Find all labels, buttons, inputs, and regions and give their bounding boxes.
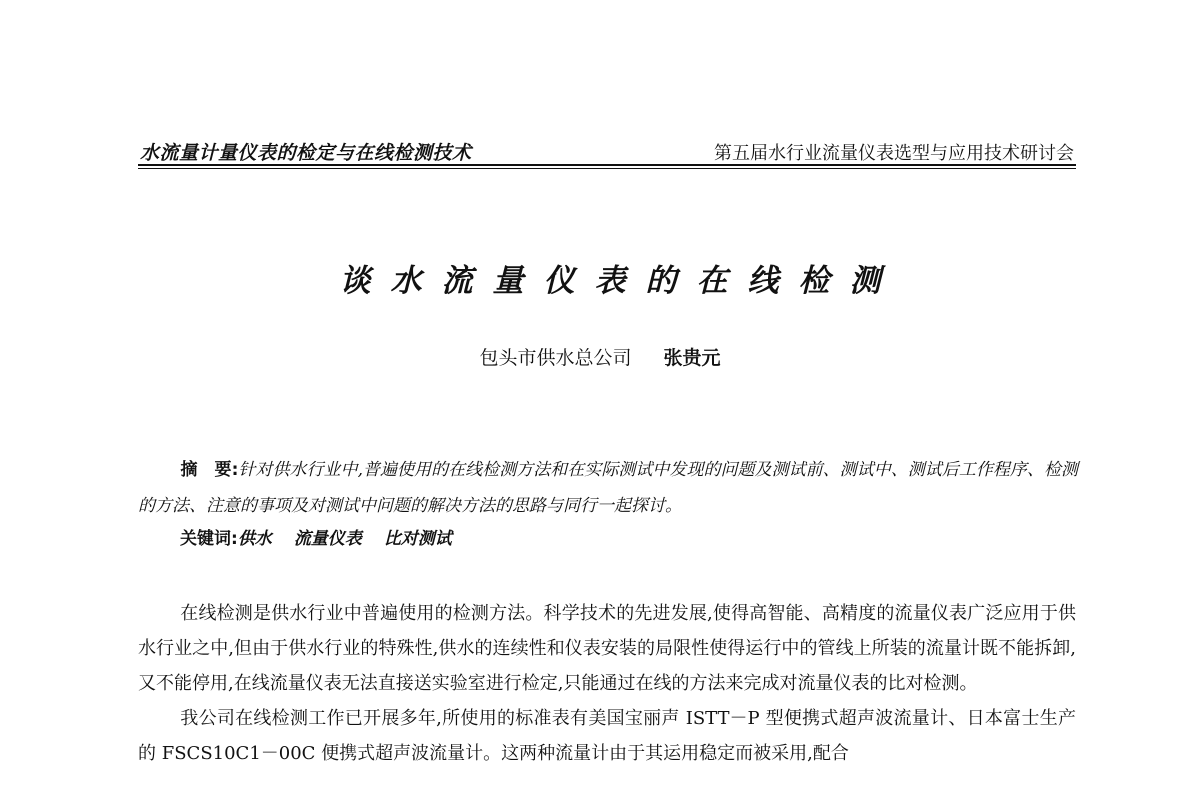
header-conference-name: 第五届水行业流量仪表选型与应用技术研讨会 xyxy=(714,143,1074,164)
author-line xyxy=(0,343,1200,370)
keywords-label: 关键词: xyxy=(180,529,238,549)
header-section-title: 水流量计量仪表的检定与在线检测技术 xyxy=(140,142,472,164)
paper-title: 谈水流量仪表的在线检测 xyxy=(339,263,901,299)
keyword-item: 流量仪表 xyxy=(293,529,362,549)
body-paragraph: 我公司在线检测工作已开展多年,所使用的标准表有美国宝丽声 ISTT－P 型便携式超声波流量计、日本富士生产的 FSCS10C1－00C 便携式超声波流量计。这两种流量计由于其运用稳定而被采用,配合 xyxy=(138,708,1076,764)
header-rule-thin xyxy=(138,168,1076,169)
body-text xyxy=(138,596,1076,771)
keyword-item: 比对测试 xyxy=(383,529,452,549)
header-rule-thick xyxy=(138,164,1076,166)
author-name: 张贵元 xyxy=(663,347,721,369)
abstract xyxy=(138,452,1078,524)
abstract-label: 摘 要: xyxy=(180,460,239,480)
keyword-item: 供水 xyxy=(237,529,272,549)
abstract-text: 针对供水行业中,普遍使用的在线检测方法和在实际测试中发现的问题及测试前、测试中、测试后工作程序、检测的方法、注意的事项及对测试中问题的解决方法的思路与同行一起探讨。 xyxy=(138,460,1078,516)
body-paragraph: 在线检测是供水行业中普遍使用的检测方法。科学技术的先进发展,使得高智能、高精度的流量仪表广泛应用于供水行业之中,但由于供水行业的特殊性,供水的连续性和仪表安装的局限性使得运行中的管线上所装的流量计既不能拆卸,又不能停用,在线流量仪表无法直接送实验室进行检定,只能通过在线的方法来完成对流量仪表的比对检测。 xyxy=(138,603,1076,694)
author-affiliation: 包头市供水总公司 xyxy=(479,347,632,369)
keywords xyxy=(180,524,452,549)
